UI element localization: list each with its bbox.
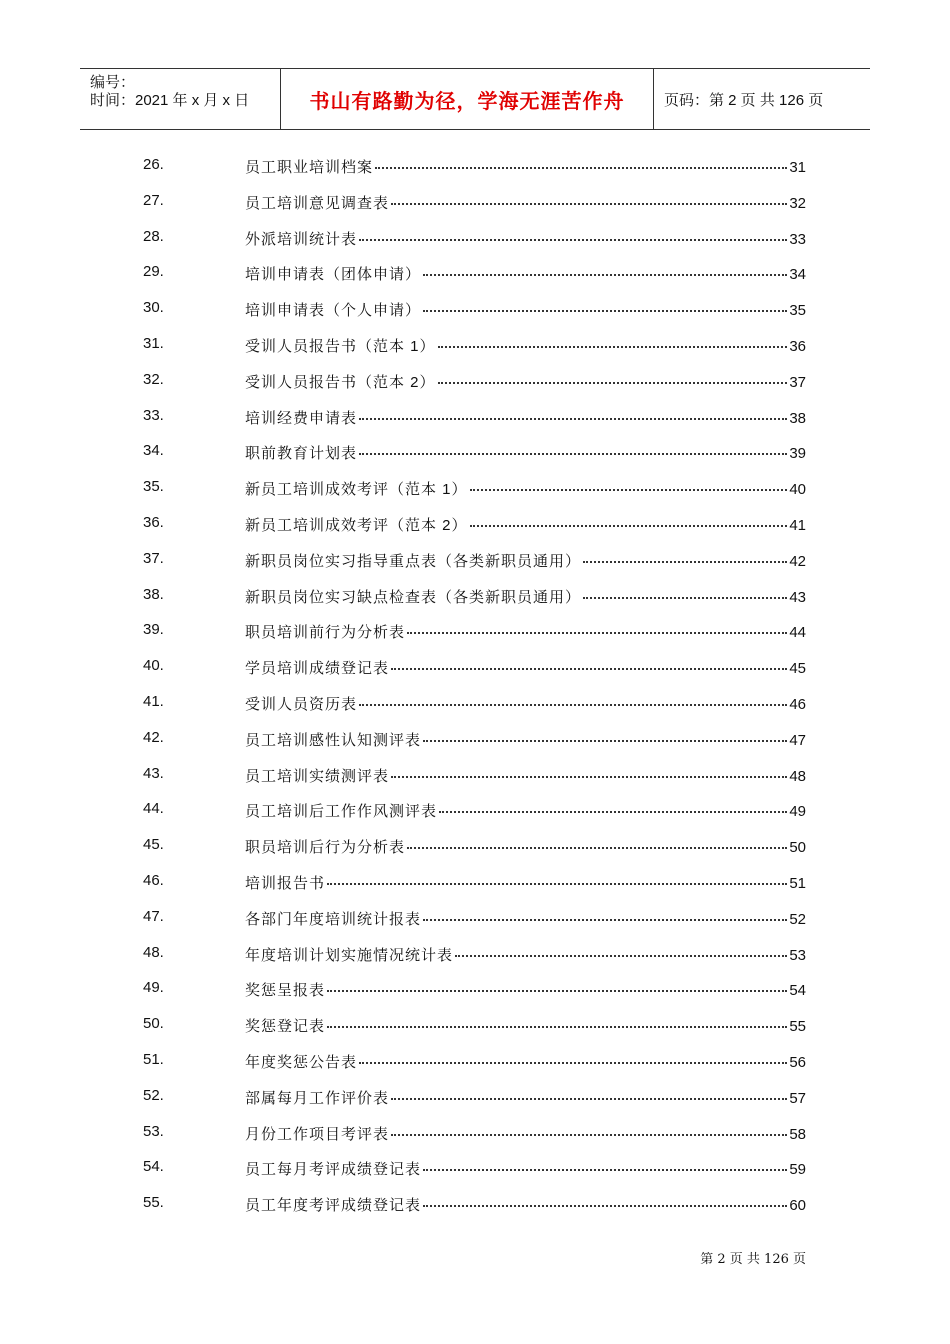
dot-leader [438, 346, 788, 348]
toc-entry[interactable] [0, 1079, 950, 1115]
toc-entry-number: 30. [143, 299, 164, 317]
toc-entry-line [245, 335, 806, 356]
toc-entry-title: 培训报告书 [245, 875, 326, 892]
toc-entry-page: 51 [789, 875, 806, 892]
toc-entry-title: 年度奖惩公告表 [245, 1054, 358, 1071]
dot-leader [423, 1205, 787, 1207]
toc-entry[interactable] [0, 363, 950, 399]
toc-entry-number: 44. [143, 800, 164, 818]
dot-leader [391, 1134, 787, 1136]
toc-entry-number: 54. [143, 1158, 164, 1176]
toc-entry-number: 49. [143, 979, 164, 997]
toc-entry-line [245, 944, 806, 965]
toc-entry-line [245, 1087, 806, 1108]
toc-entry-page: 46 [789, 696, 806, 713]
dot-leader [359, 453, 787, 455]
toc-entry-page: 56 [789, 1054, 806, 1071]
toc-entry-number: 32. [143, 370, 164, 388]
toc-entry-page: 36 [789, 338, 806, 355]
toc-entry-number: 29. [143, 263, 164, 281]
toc-entry-line [245, 836, 806, 857]
toc-entry-number: 40. [143, 657, 164, 675]
dot-leader [423, 274, 787, 276]
toc-entry-line [245, 693, 806, 714]
toc-entry[interactable] [0, 291, 950, 327]
toc-entry-title: 职员培训前行为分析表 [245, 624, 406, 642]
toc-entry-title: 员工培训意见调查表 [245, 194, 390, 212]
toc-entry-number: 50. [143, 1015, 164, 1033]
toc-entry-page: 52 [789, 910, 806, 928]
toc-entry[interactable] [0, 721, 950, 757]
toc-entry[interactable] [0, 1007, 950, 1043]
toc-entry[interactable] [0, 434, 950, 470]
dot-leader [423, 740, 787, 742]
toc-entry[interactable] [0, 1186, 950, 1222]
toc-entry-number: 41. [143, 693, 164, 710]
toc-entry-line [245, 800, 806, 821]
dot-leader [583, 597, 787, 599]
toc-entry-page: 54 [789, 982, 806, 1000]
toc-entry-line [245, 299, 806, 320]
toc-entry-title: 员工培训后工作作风测评表 [245, 803, 438, 821]
toc-entry[interactable] [0, 828, 950, 864]
toc-entry-line [245, 192, 806, 213]
toc-entry-page: 55 [789, 1018, 806, 1036]
toc-entry[interactable] [0, 649, 950, 685]
toc-entry-page: 42 [789, 552, 806, 570]
toc-entry[interactable] [0, 792, 950, 828]
toc-entry-line [245, 550, 806, 571]
toc-entry-number: 34. [143, 442, 164, 460]
header-page-cell [654, 69, 870, 129]
header-motto: 书山有路勤为径，学海无涯苦作舟 [309, 90, 625, 113]
toc-entry[interactable] [0, 578, 950, 614]
toc-entry[interactable] [0, 1115, 950, 1151]
page-footer: 第 2 页 共 126 页 [700, 1252, 806, 1267]
toc-entry-title: 员工年度考评成绩登记表 [245, 1197, 422, 1215]
toc-entry-title: 员工每月考评成绩登记表 [245, 1161, 422, 1179]
toc-entry-page: 47 [789, 731, 806, 749]
toc-entry-page: 35 [789, 302, 806, 320]
toc-entry-number: 51. [143, 1051, 164, 1068]
toc-entry-page: 41 [789, 517, 806, 534]
toc-entry-title: 年度培训计划实施情况统计表 [245, 946, 454, 964]
toc-entry-title: 员工培训实绩测评表 [245, 767, 390, 785]
toc-entry-title: 外派培训统计表 [245, 230, 358, 248]
toc-entry-title: 培训申请表（个人申请） [245, 302, 422, 320]
toc-entry[interactable] [0, 148, 950, 184]
toc-entry-number: 53. [143, 1122, 164, 1140]
toc-entry-line [245, 1158, 806, 1179]
toc-entry-line [245, 228, 806, 249]
toc-entry-number: 55. [143, 1194, 164, 1212]
dot-leader [375, 167, 787, 169]
toc-entry-title: 受训人员资历表 [245, 696, 358, 713]
toc-entry-line [245, 1051, 806, 1072]
toc-entry-number: 33. [143, 406, 164, 424]
toc-entry-line [245, 657, 806, 678]
toc-entry-page: 43 [789, 588, 806, 606]
toc-entry-page: 50 [789, 839, 806, 857]
dot-leader [407, 632, 787, 634]
toc-entry-title: 奖惩呈报表 [245, 982, 326, 1000]
toc-entry-title: 新员工培训成效考评（范本 2） [245, 517, 468, 534]
toc-entry-title: 受训人员报告书（范本 2） [245, 373, 436, 391]
toc-entry-line [245, 621, 806, 642]
toc-entry-title: 新职员岗位实习缺点检查表（各类新职员通用） [245, 588, 582, 606]
toc-entry-page: 45 [789, 660, 806, 678]
toc-entry-title: 新员工培训成效考评（范本 1） [245, 481, 468, 499]
toc-entry-page: 32 [789, 194, 806, 212]
toc-entry[interactable] [0, 506, 950, 542]
dot-leader [327, 990, 787, 992]
dot-leader [327, 883, 787, 885]
toc-entry-title: 受训人员报告书（范本 1） [245, 338, 436, 355]
dot-leader [583, 561, 787, 563]
toc-entry-line [245, 156, 806, 177]
toc-entry-page: 60 [789, 1197, 806, 1215]
toc-entry[interactable] [0, 757, 950, 793]
document-code-label: 编号： [90, 74, 136, 91]
dot-leader [470, 525, 788, 527]
header-meta-cell [80, 69, 281, 129]
toc-entry-line [245, 586, 806, 607]
toc-entry-line [245, 908, 806, 929]
document-date: 时间：2021 年 x 月 x 日 [90, 92, 250, 109]
toc-entry[interactable] [0, 255, 950, 291]
toc-entry-number: 45. [143, 836, 164, 854]
dot-leader [359, 1062, 787, 1064]
toc-entry-number: 38. [143, 585, 164, 603]
toc-entry-line [245, 765, 806, 786]
toc-entry-line [245, 872, 806, 893]
toc-entry[interactable] [0, 1150, 950, 1186]
toc-entry[interactable] [0, 542, 950, 578]
toc-entry-title: 职前教育计划表 [245, 445, 358, 463]
dot-leader [391, 203, 787, 205]
toc-entry[interactable] [0, 971, 950, 1007]
toc-entry-page: 59 [789, 1161, 806, 1179]
toc-entry[interactable] [0, 613, 950, 649]
toc-entry-number: 36. [143, 514, 164, 531]
toc-entry-line [245, 979, 806, 1000]
toc-entry[interactable] [0, 685, 950, 721]
toc-entry-line [245, 729, 806, 750]
toc-entry-page: 38 [789, 409, 806, 427]
toc-entry-line [245, 371, 806, 392]
dot-leader [423, 310, 787, 312]
toc-entry[interactable] [0, 470, 950, 506]
toc-entry-page: 39 [789, 445, 806, 463]
toc-entry-number: 52. [143, 1086, 164, 1104]
dot-leader [359, 704, 787, 706]
toc-entry[interactable] [0, 900, 950, 936]
toc-entry-line [245, 407, 806, 428]
toc-entry[interactable] [0, 1043, 950, 1079]
toc-entry-page: 37 [789, 373, 806, 391]
dot-leader [423, 919, 787, 921]
header-page-info: 页码：第 2 页 共 126 页 [664, 91, 824, 109]
toc-entry-title: 新职员岗位实习指导重点表（各类新职员通用） [245, 552, 582, 570]
dot-leader [359, 418, 787, 420]
dot-leader [439, 811, 787, 813]
dot-leader [391, 668, 787, 670]
toc-entry-title: 学员培训成绩登记表 [245, 660, 390, 678]
toc-entry-page: 57 [789, 1089, 806, 1107]
toc-entry-title: 员工培训感性认知测评表 [245, 731, 422, 749]
toc-entry-line [245, 1194, 806, 1215]
toc-entry-number: 48. [143, 943, 164, 961]
dot-leader [455, 955, 787, 957]
toc-entry[interactable] [0, 220, 950, 256]
dot-leader [438, 382, 788, 384]
toc-entry-number: 35. [143, 478, 164, 496]
toc-entry-page: 44 [789, 624, 806, 642]
toc-entry-number: 47. [143, 907, 164, 925]
toc-entry-title: 员工职业培训档案 [245, 159, 374, 176]
toc-entry-line [245, 1015, 806, 1036]
toc-entry-line [245, 478, 806, 499]
header-motto-cell [281, 69, 654, 129]
toc-entry-title: 培训经费申请表 [245, 409, 358, 427]
toc-entry-number: 39. [143, 621, 164, 639]
toc-entry-number: 46. [143, 872, 164, 889]
dot-leader [407, 847, 787, 849]
toc-entry-page: 40 [789, 481, 806, 499]
toc-entry-page: 33 [789, 230, 806, 248]
toc-entry-number: 26. [143, 156, 164, 173]
toc-entry[interactable] [0, 864, 950, 900]
dot-leader [423, 1169, 787, 1171]
toc-entry-page: 53 [789, 946, 806, 964]
toc-entry-page: 34 [789, 266, 806, 284]
toc-entry-number: 37. [143, 549, 164, 567]
toc-entry-title: 月份工作项目考评表 [245, 1125, 390, 1143]
page-header [80, 68, 870, 130]
toc-entry-page: 49 [789, 803, 806, 821]
toc-entry-line [245, 442, 806, 463]
toc-entry-number: 31. [143, 335, 164, 352]
toc-entry-title: 培训申请表（团体申请） [245, 266, 422, 284]
toc-entry-page: 58 [789, 1125, 806, 1143]
dot-leader [391, 1098, 787, 1100]
dot-leader [470, 489, 788, 491]
toc-entry-title: 各部门年度培训统计报表 [245, 910, 422, 928]
dot-leader [359, 239, 787, 241]
toc-entry[interactable] [0, 399, 950, 435]
toc-entry-page: 31 [789, 159, 806, 176]
toc-entry[interactable] [0, 327, 950, 363]
dot-leader [391, 776, 787, 778]
toc-entry-number: 28. [143, 227, 164, 245]
toc-entry-title: 职员培训后行为分析表 [245, 839, 406, 857]
dot-leader [327, 1026, 787, 1028]
toc-entry-number: 27. [143, 191, 164, 209]
toc-entry-title: 奖惩登记表 [245, 1018, 326, 1036]
toc-entry[interactable] [0, 184, 950, 220]
toc-entry-title: 部属每月工作评价表 [245, 1089, 390, 1107]
toc-entry-line [245, 514, 806, 535]
toc-entry-line [245, 263, 806, 284]
toc-entry-number: 42. [143, 728, 164, 746]
toc-entry-page: 48 [789, 767, 806, 785]
toc-entry[interactable] [0, 936, 950, 972]
toc-entry-line [245, 1123, 806, 1144]
toc-entry-number: 43. [143, 764, 164, 782]
